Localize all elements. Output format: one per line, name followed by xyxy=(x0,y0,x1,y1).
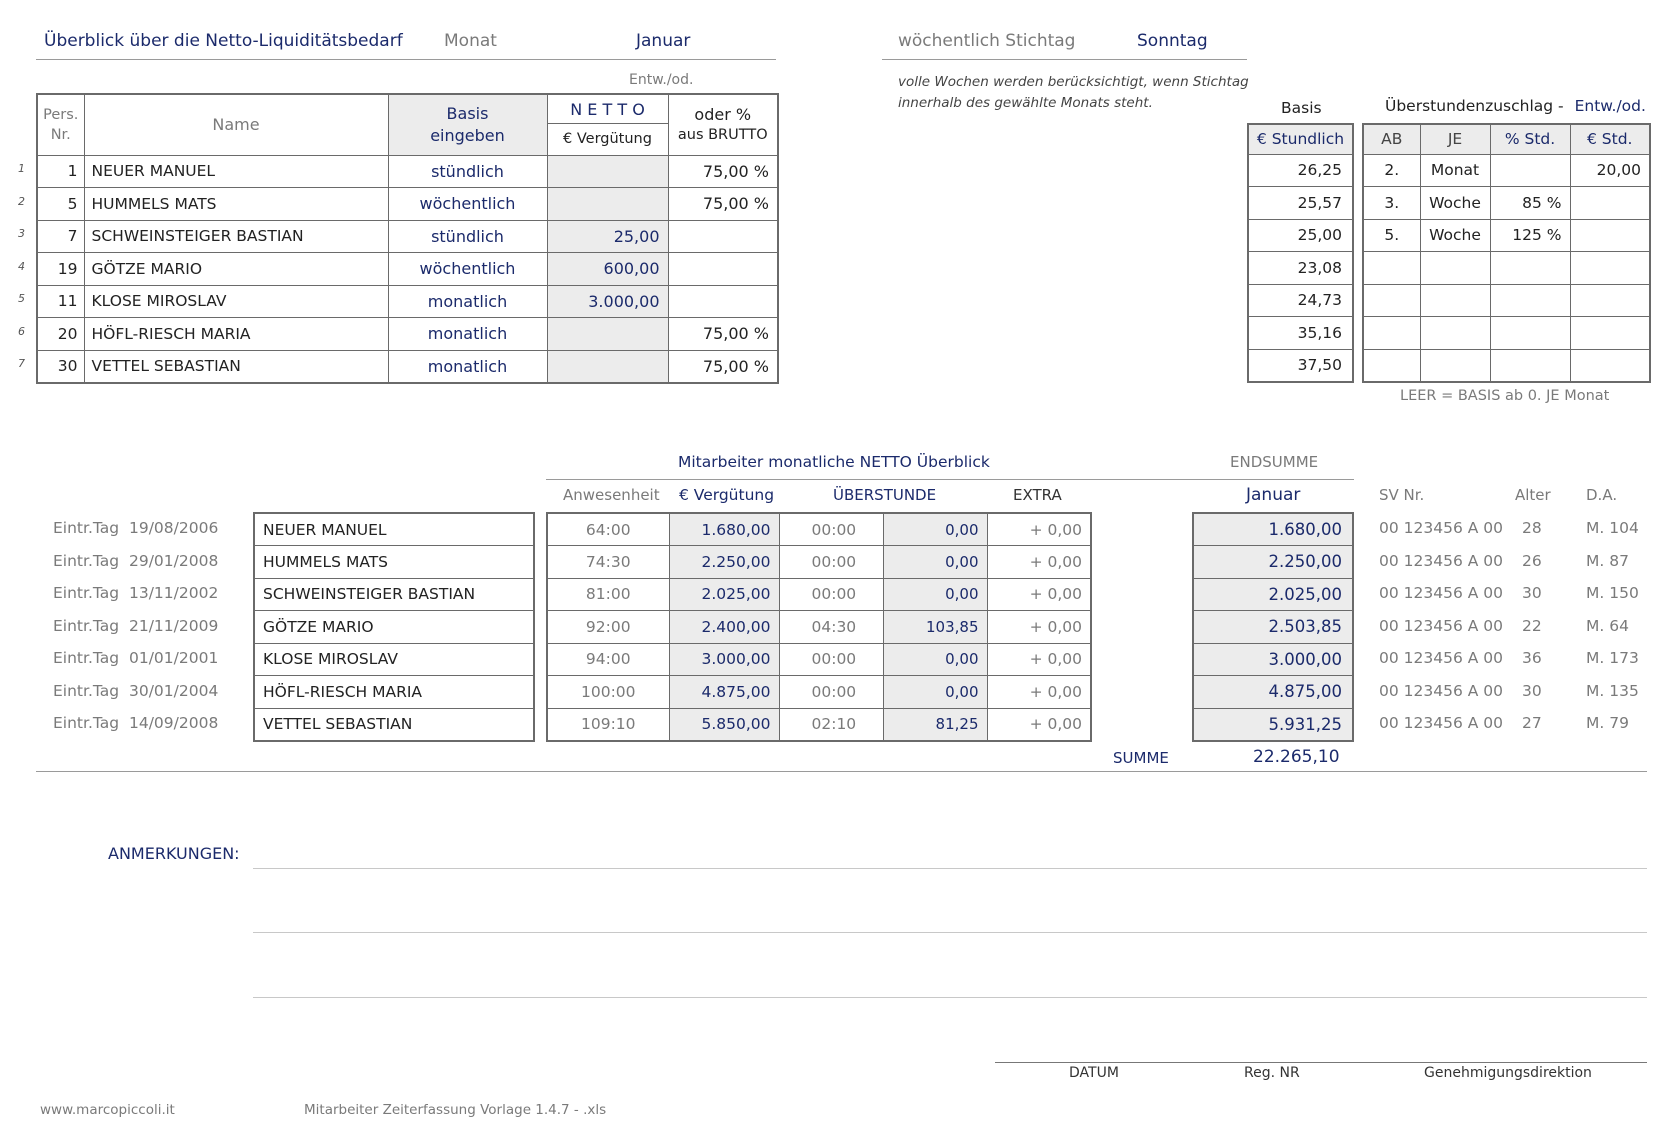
anwesenheit-cell: 81:00 xyxy=(547,578,669,611)
col-eur-std: € Std. xyxy=(1570,124,1650,154)
col-name: Name xyxy=(84,94,388,155)
ueberstunde-eur-cell: 0,00 xyxy=(883,513,987,546)
stichtag-note xyxy=(898,72,1249,114)
extra-cell[interactable]: + 0,00 xyxy=(987,578,1091,611)
anwesenheit-cell: 94:00 xyxy=(547,643,669,676)
ueberstunde-eur-cell: 0,00 xyxy=(883,676,987,709)
employee-name[interactable]: KLOSE MIROSLAV xyxy=(84,285,388,318)
table-row xyxy=(37,188,778,221)
basis-value: 24,73 xyxy=(1248,284,1353,317)
endsumme-cell: 4.875,00 xyxy=(1193,676,1353,709)
pers-nr: 5 xyxy=(37,188,84,221)
col-netto: N E T T O xyxy=(547,94,668,124)
da: M. 64 xyxy=(1586,617,1629,635)
basis-label: Basis xyxy=(1281,99,1322,117)
pct-cell[interactable] xyxy=(1490,154,1570,187)
basis-select[interactable]: monatlich xyxy=(388,350,547,383)
table-row xyxy=(547,708,1091,741)
endsumme-cell: 2.503,85 xyxy=(1193,611,1353,644)
ueberstunde-eur-cell: 0,00 xyxy=(883,546,987,579)
eur-cell[interactable] xyxy=(1570,284,1650,317)
da: M. 104 xyxy=(1586,519,1639,537)
ab-cell[interactable] xyxy=(1363,284,1420,317)
ueberstunde-time-cell: 00:00 xyxy=(779,578,883,611)
eintr-row xyxy=(53,714,218,732)
extra-cell[interactable]: + 0,00 xyxy=(987,643,1091,676)
eintr-row xyxy=(53,519,218,537)
employee-name: SCHWEINSTEIGER BASTIAN xyxy=(254,578,534,611)
sv-nr: 00 123456 A 00 xyxy=(1379,714,1503,732)
percent-input[interactable]: 75,00 % xyxy=(668,155,778,188)
eur-cell[interactable] xyxy=(1570,219,1650,252)
netto-input[interactable] xyxy=(547,155,668,188)
basis-select[interactable]: wöchentlich xyxy=(388,253,547,286)
sv-nr: 00 123456 A 00 xyxy=(1379,584,1503,602)
table-row xyxy=(547,643,1091,676)
netto-input[interactable]: 3.000,00 xyxy=(547,285,668,318)
eur-cell[interactable] xyxy=(1570,252,1650,285)
netto-input[interactable]: 25,00 xyxy=(547,220,668,253)
employee-basis-table xyxy=(36,93,779,384)
ueberstunden-label xyxy=(1385,97,1646,115)
je-cell[interactable] xyxy=(1420,284,1490,317)
header-underline xyxy=(36,59,776,60)
basis-select[interactable]: stündlich xyxy=(388,155,547,188)
pct-cell[interactable] xyxy=(1490,252,1570,285)
monat-value[interactable]: Januar xyxy=(636,31,691,51)
col-da: D.A. xyxy=(1586,486,1618,504)
ueberstunde-time-cell: 02:10 xyxy=(779,708,883,741)
sv-nr: 00 123456 A 00 xyxy=(1379,617,1503,635)
sv-nr: 00 123456 A 00 xyxy=(1379,552,1503,570)
sv-nr: 00 123456 A 00 xyxy=(1379,519,1503,537)
eintr-row xyxy=(53,552,218,570)
alter: 26 xyxy=(1522,552,1542,570)
ab-cell[interactable]: 5. xyxy=(1363,219,1420,252)
col-anwesenheit: Anwesenheit xyxy=(563,486,660,504)
basis-value: 25,57 xyxy=(1248,187,1353,220)
extra-cell[interactable]: + 0,00 xyxy=(987,708,1091,741)
table-row xyxy=(1363,154,1650,187)
basis-select[interactable]: wöchentlich xyxy=(388,188,547,221)
signature-line xyxy=(995,1062,1647,1063)
eintr-label: Eintr.Tag xyxy=(53,714,120,732)
table-row xyxy=(1363,284,1650,317)
table-row xyxy=(1363,187,1650,220)
anwesenheit-cell: 92:00 xyxy=(547,611,669,644)
anwesenheit-cell: 64:00 xyxy=(547,513,669,546)
basis-select[interactable]: monatlich xyxy=(388,318,547,351)
verguetung-cell: 2.400,00 xyxy=(669,611,779,644)
col-pers-label: Pers. xyxy=(43,106,79,123)
alter: 27 xyxy=(1522,714,1542,732)
table-row xyxy=(547,578,1091,611)
table-row xyxy=(547,513,1091,546)
ab-cell[interactable]: 2. xyxy=(1363,154,1420,187)
col-sv-nr: SV Nr. xyxy=(1379,486,1425,504)
netto-input[interactable] xyxy=(547,350,668,383)
verguetung-cell: 3.000,00 xyxy=(669,643,779,676)
endsumme-cell: 2.250,00 xyxy=(1193,546,1353,579)
employee-name: GÖTZE MARIO xyxy=(254,611,534,644)
da: M. 173 xyxy=(1586,649,1639,667)
verguetung-cell: 1.680,00 xyxy=(669,513,779,546)
extra-cell[interactable]: + 0,00 xyxy=(987,676,1091,709)
employee-name[interactable]: GÖTZE MARIO xyxy=(84,253,388,286)
pers-nr: 7 xyxy=(37,220,84,253)
table-row xyxy=(37,350,778,383)
extra-cell[interactable]: + 0,00 xyxy=(987,546,1091,579)
da: M. 135 xyxy=(1586,682,1639,700)
pers-nr: 11 xyxy=(37,285,84,318)
eintr-label: Eintr.Tag xyxy=(53,682,120,700)
eur-cell[interactable] xyxy=(1570,187,1650,220)
stichtag-value[interactable]: Sonntag xyxy=(1137,31,1208,51)
eintr-label: Eintr.Tag xyxy=(53,617,120,635)
table-row xyxy=(37,155,778,188)
table-row xyxy=(547,546,1091,579)
ueberstunde-eur-cell: 0,00 xyxy=(883,578,987,611)
table-row xyxy=(1363,317,1650,350)
da: M. 79 xyxy=(1586,714,1629,732)
row-index: 3 xyxy=(18,227,25,240)
extra-cell[interactable]: + 0,00 xyxy=(987,513,1091,546)
ueberstunde-eur-cell: 0,00 xyxy=(883,643,987,676)
row-index: 6 xyxy=(18,325,25,338)
entw-label: Entw./od. xyxy=(629,72,694,88)
eintr-label: Eintr.Tag xyxy=(53,649,120,667)
summe-underline xyxy=(36,771,1647,772)
percent-input[interactable]: 75,00 % xyxy=(668,188,778,221)
ueberstunde-time-cell: 00:00 xyxy=(779,546,883,579)
eintr-label: Eintr.Tag xyxy=(53,552,120,570)
anmerkungen-label: ANMERKUNGEN: xyxy=(108,844,240,863)
employee-name[interactable]: VETTEL SEBASTIAN xyxy=(84,350,388,383)
col-basis-label-2: eingeben xyxy=(430,125,505,145)
row-index: 4 xyxy=(18,260,25,273)
pct-cell[interactable]: 125 % xyxy=(1490,219,1570,252)
col-ab: AB xyxy=(1363,124,1420,154)
col-je: JE xyxy=(1420,124,1490,154)
employee-name: KLOSE MIROSLAV xyxy=(254,643,534,676)
anwesenheit-cell: 74:30 xyxy=(547,546,669,579)
ueberstunden-footnote: LEER = BASIS ab 0. JE Monat xyxy=(1400,388,1610,404)
col-verg: € Vergütung xyxy=(547,124,668,155)
basis-value: 23,08 xyxy=(1248,252,1353,285)
pct-cell[interactable] xyxy=(1490,317,1570,350)
pct-cell[interactable] xyxy=(1490,284,1570,317)
verguetung-cell: 4.875,00 xyxy=(669,676,779,709)
alter: 22 xyxy=(1522,617,1542,635)
table-row xyxy=(37,220,778,253)
netto-input[interactable]: 600,00 xyxy=(547,253,668,286)
alter: 30 xyxy=(1522,584,1542,602)
ueberstunden-table xyxy=(1362,123,1651,383)
summe-label: SUMME xyxy=(1113,749,1169,767)
page-title: Überblick über die Netto-Liquiditätsbedarf xyxy=(44,31,403,51)
version-label: Mitarbeiter Zeiterfassung Vorlage 1.4.7 - .xls xyxy=(304,1102,607,1118)
pct-cell[interactable]: 85 % xyxy=(1490,187,1570,220)
note-line-2: innerhalb des gewählte Monats steht. xyxy=(898,95,1153,111)
website-link[interactable]: www.marcopiccoli.it xyxy=(40,1102,175,1118)
table-row xyxy=(37,318,778,351)
ueberstunde-time-cell: 00:00 xyxy=(779,513,883,546)
employee-name: NEUER MANUEL xyxy=(254,513,534,546)
percent-input[interactable]: 75,00 % xyxy=(668,350,778,383)
eintr-row xyxy=(53,584,218,602)
col-brutto-label: aus BRUTTO xyxy=(677,126,768,143)
verguetung-cell: 5.850,00 xyxy=(669,708,779,741)
table-row xyxy=(1363,219,1650,252)
basis-value: 26,25 xyxy=(1248,154,1353,187)
row-index: 7 xyxy=(18,357,25,370)
eintr-date: 19/08/2006 xyxy=(128,519,219,537)
table-row xyxy=(37,285,778,318)
ueberstunde-time-cell: 04:30 xyxy=(779,611,883,644)
table-row xyxy=(547,676,1091,709)
notes-line[interactable] xyxy=(253,997,1647,998)
endsumme-cell: 3.000,00 xyxy=(1193,643,1353,676)
basis-value: 37,50 xyxy=(1248,349,1353,382)
col-month: Januar xyxy=(1246,485,1301,505)
basis-value: 35,16 xyxy=(1248,317,1353,350)
direktion-label: Genehmigungsdirektion xyxy=(1424,1065,1592,1081)
col-basis xyxy=(388,94,547,155)
employee-name[interactable]: NEUER MANUEL xyxy=(84,155,388,188)
col-extra: EXTRA xyxy=(1013,486,1062,504)
pers-nr: 20 xyxy=(37,318,84,351)
table-row xyxy=(1363,349,1650,382)
datum-label: DATUM xyxy=(1069,1065,1119,1081)
je-cell[interactable]: Woche xyxy=(1420,219,1490,252)
verguetung-cell: 2.250,00 xyxy=(669,546,779,579)
eintr-date: 21/11/2009 xyxy=(128,617,219,635)
ueberstunde-time-cell: 00:00 xyxy=(779,643,883,676)
alter: 36 xyxy=(1522,649,1542,667)
ueberstunde-time-cell: 00:00 xyxy=(779,676,883,709)
stichtag-label: wöchentlich Stichtag xyxy=(898,31,1076,51)
overview-title-underline xyxy=(546,479,1354,480)
eur-cell[interactable] xyxy=(1570,317,1650,350)
endsumme-cell: 2.025,00 xyxy=(1193,578,1353,611)
je-cell[interactable] xyxy=(1420,252,1490,285)
anwesenheit-cell: 100:00 xyxy=(547,676,669,709)
col-nr-label: Nr. xyxy=(50,126,71,143)
eintr-date: 29/01/2008 xyxy=(128,552,219,570)
eur-cell[interactable] xyxy=(1570,349,1650,382)
eintr-row xyxy=(53,649,218,667)
employee-name[interactable]: SCHWEINSTEIGER BASTIAN xyxy=(84,220,388,253)
endsumme-cell: 1.680,00 xyxy=(1193,513,1353,546)
pers-nr: 19 xyxy=(37,253,84,286)
col-basis-label-1: Basis xyxy=(446,103,489,123)
sv-nr: 00 123456 A 00 xyxy=(1379,682,1503,700)
verguetung-cell: 2.025,00 xyxy=(669,578,779,611)
eintr-date: 14/09/2008 xyxy=(128,714,219,732)
ueberstunden-entw: Entw./od. xyxy=(1574,97,1646,115)
monat-label: Monat xyxy=(444,31,497,51)
ueberstunde-eur-cell: 81,25 xyxy=(883,708,987,741)
ab-cell[interactable] xyxy=(1363,317,1420,350)
col-oder xyxy=(668,94,778,155)
col-verguetung: € Vergütung xyxy=(679,486,775,504)
eintr-date: 13/11/2002 xyxy=(128,584,219,602)
row-index: 2 xyxy=(18,195,25,208)
percent-input[interactable]: 75,00 % xyxy=(668,318,778,351)
employee-name[interactable]: HUMMELS MATS xyxy=(84,188,388,221)
overview-title: Mitarbeiter monatliche NETTO Überblick xyxy=(678,453,990,471)
regnr-label: Reg. NR xyxy=(1244,1065,1300,1081)
notes-line[interactable] xyxy=(253,932,1647,933)
eintr-label: Eintr.Tag xyxy=(53,584,120,602)
table-row xyxy=(1363,252,1650,285)
ueberstunde-eur-cell: 103,85 xyxy=(883,611,987,644)
col-pct-std: % Std. xyxy=(1490,124,1570,154)
sv-nr: 00 123456 A 00 xyxy=(1379,649,1503,667)
da: M. 87 xyxy=(1586,552,1629,570)
row-index: 1 xyxy=(18,162,25,175)
percent-input[interactable] xyxy=(668,253,778,286)
eintr-row xyxy=(53,682,218,700)
row-index: 5 xyxy=(18,292,25,305)
ab-cell[interactable] xyxy=(1363,349,1420,382)
note-line-1: volle Wochen werden berücksichtigt, wenn Stichtag xyxy=(898,74,1249,90)
basis-stundlich-table xyxy=(1247,123,1354,383)
notes-line[interactable] xyxy=(253,868,1647,869)
endsumme-table xyxy=(1192,512,1354,742)
employee-name[interactable]: HÖFL-RIESCH MARIA xyxy=(84,318,388,351)
da: M. 150 xyxy=(1586,584,1639,602)
endsumme-cell: 5.931,25 xyxy=(1193,708,1353,741)
je-cell[interactable] xyxy=(1420,349,1490,382)
je-cell[interactable]: Woche xyxy=(1420,187,1490,220)
ueberstunden-title: Überstundenzuschlag - xyxy=(1385,97,1564,115)
netto-input[interactable] xyxy=(547,188,668,221)
alter: 28 xyxy=(1522,519,1542,537)
pers-nr: 1 xyxy=(37,155,84,188)
percent-input[interactable] xyxy=(668,220,778,253)
anwesenheit-cell: 109:10 xyxy=(547,708,669,741)
ab-cell[interactable] xyxy=(1363,252,1420,285)
employee-name: HUMMELS MATS xyxy=(254,546,534,579)
je-cell[interactable]: Monat xyxy=(1420,154,1490,187)
eur-cell[interactable]: 20,00 xyxy=(1570,154,1650,187)
col-ueberstunde: ÜBERSTUNDE xyxy=(833,486,937,504)
ab-cell[interactable]: 3. xyxy=(1363,187,1420,220)
eintr-date: 01/01/2001 xyxy=(128,649,219,667)
overview-values-table xyxy=(546,512,1092,742)
netto-input[interactable] xyxy=(547,318,668,351)
col-oder-label: oder % xyxy=(694,104,752,124)
basis-select[interactable]: monatlich xyxy=(388,285,547,318)
col-pers-nr xyxy=(37,94,84,155)
col-alter: Alter xyxy=(1515,486,1551,504)
eintr-label: Eintr.Tag xyxy=(53,519,120,537)
eintr-date: 30/01/2004 xyxy=(128,682,219,700)
col-stundlich: € Stundlich xyxy=(1248,124,1353,154)
employee-name: VETTEL SEBASTIAN xyxy=(254,708,534,741)
eintr-row xyxy=(53,617,218,635)
summe-value: 22.265,10 xyxy=(1253,747,1340,767)
table-row xyxy=(547,611,1091,644)
basis-select[interactable]: stündlich xyxy=(388,220,547,253)
table-row xyxy=(37,253,778,286)
employee-name: HÖFL-RIESCH MARIA xyxy=(254,676,534,709)
overview-names-table xyxy=(253,512,535,742)
percent-input[interactable] xyxy=(668,285,778,318)
pers-nr: 30 xyxy=(37,350,84,383)
pct-cell[interactable] xyxy=(1490,349,1570,382)
je-cell[interactable] xyxy=(1420,317,1490,350)
stichtag-underline xyxy=(882,59,1247,60)
extra-cell[interactable]: + 0,00 xyxy=(987,611,1091,644)
alter: 30 xyxy=(1522,682,1542,700)
basis-value: 25,00 xyxy=(1248,219,1353,252)
endsumme-label: ENDSUMME xyxy=(1230,453,1319,471)
